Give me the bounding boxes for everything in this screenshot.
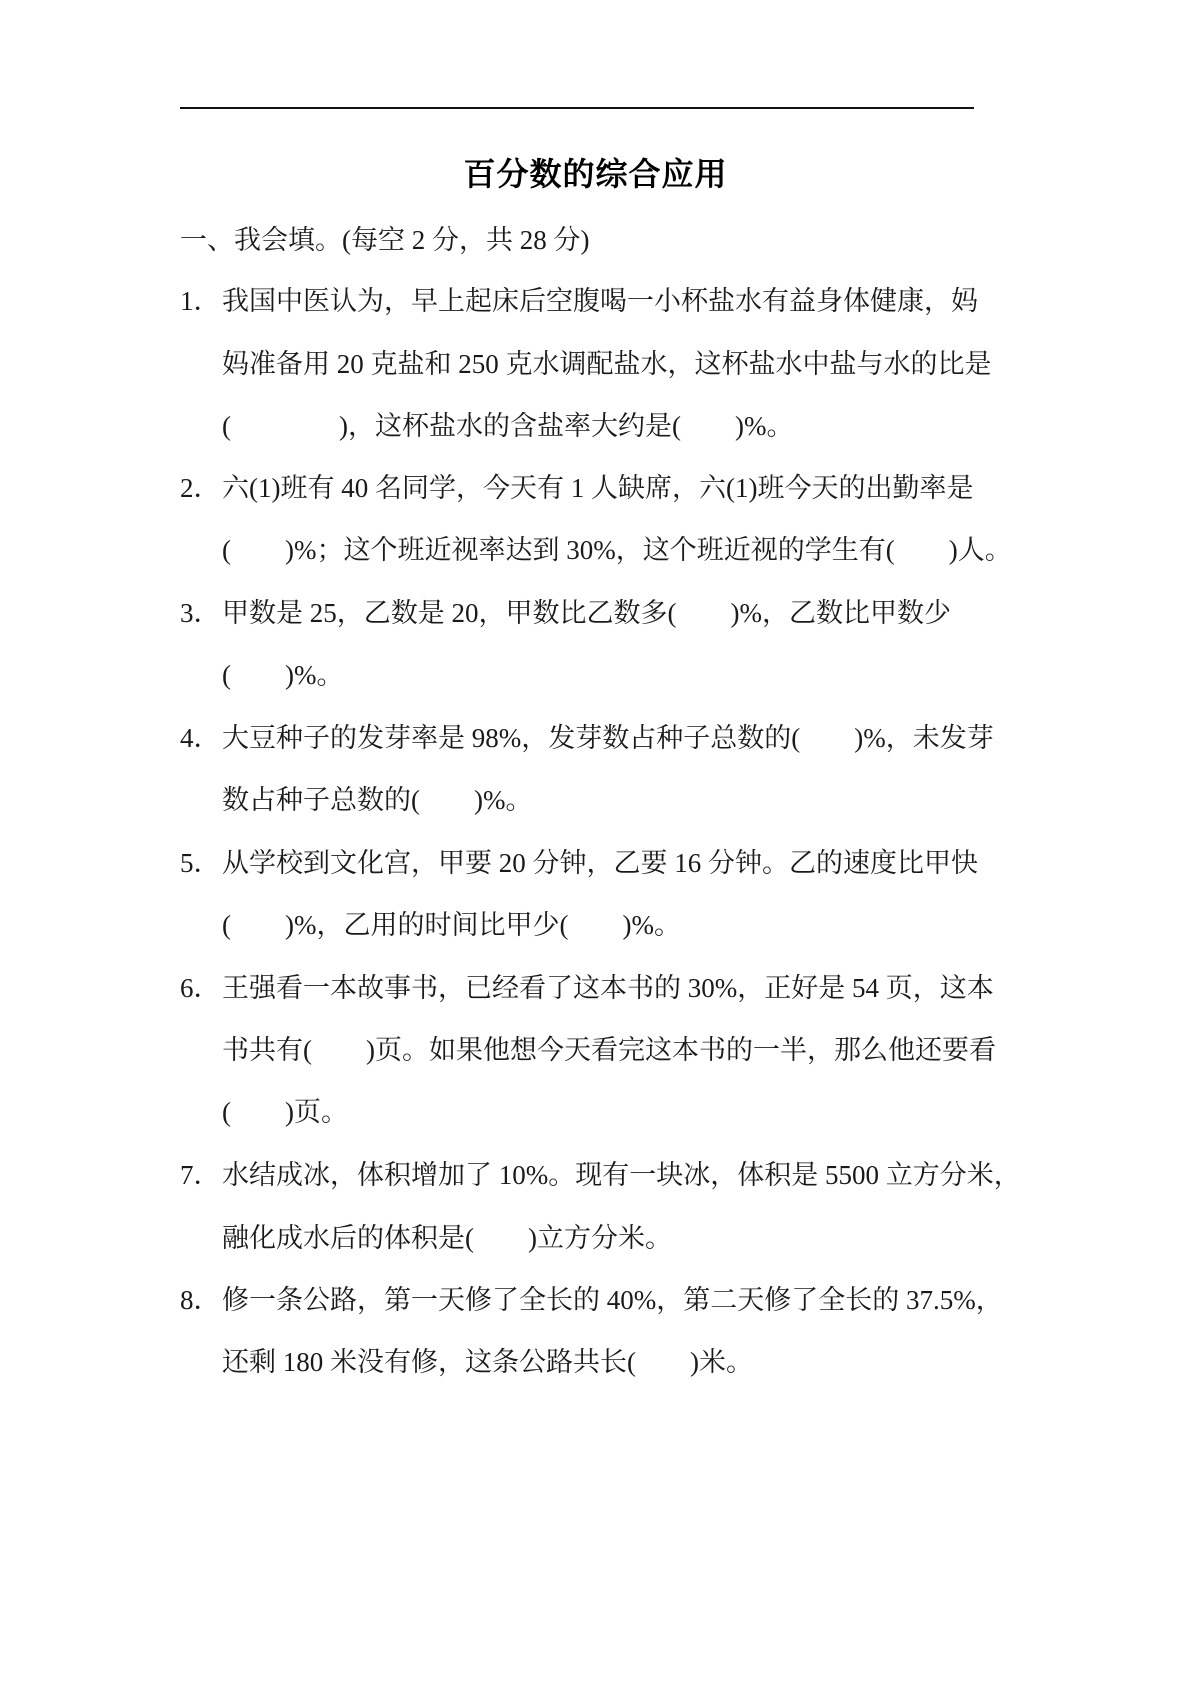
question-6-line-3: ( )页。 xyxy=(222,1097,348,1127)
question-text: 水结成冰，体积增加了 10%。现有一块冰，体积是 5500 立方分米， xyxy=(222,1160,1021,1190)
question-number: 7． xyxy=(180,1160,221,1190)
question-8 xyxy=(180,1282,1003,1318)
question-text: 甲数是 25，乙数是 20，甲数比乙数多( )%，乙数比甲数少 xyxy=(222,598,951,628)
question-5-line-2: ( )%，乙用的时间比甲少( )%。 xyxy=(222,910,681,940)
question-number: 1． xyxy=(180,286,221,316)
question-4 xyxy=(180,720,994,756)
question-3-line-2: ( )%。 xyxy=(222,660,344,690)
question-number: 8． xyxy=(180,1285,221,1315)
question-5 xyxy=(180,845,978,881)
question-text: 从学校到文化宫，甲要 20 分钟，乙要 16 分钟。乙的速度比甲快 xyxy=(222,848,978,878)
header-rule xyxy=(180,107,974,109)
question-number: 5． xyxy=(180,848,221,878)
page-title: 百分数的综合应用 xyxy=(463,155,728,193)
question-text: 我国中医认为，早上起床后空腹喝一小杯盐水有益身体健康，妈 xyxy=(222,286,978,316)
question-text: 修一条公路，第一天修了全长的 40%，第二天修了全长的 37.5%， xyxy=(222,1285,1003,1315)
question-1-line-2: 妈准备用 20 克盐和 250 克水调配盐水，这杯盐水中盐与水的比是 xyxy=(222,349,992,379)
question-6 xyxy=(180,970,994,1006)
question-number: 6． xyxy=(180,973,221,1003)
question-2-line-2: ( )%；这个班近视率达到 30%，这个班近视的学生有( )人。 xyxy=(222,535,1012,565)
question-text: 王强看一本故事书，已经看了这本书的 30%，正好是 54 页，这本 xyxy=(222,973,994,1003)
question-number: 4． xyxy=(180,723,221,753)
section-heading: 一、我会填。(每空 2 分，共 28 分) xyxy=(180,225,590,255)
question-1 xyxy=(180,283,978,319)
question-3 xyxy=(180,595,951,631)
question-4-line-2: 数占种子总数的( )%。 xyxy=(222,785,533,815)
question-2 xyxy=(180,470,973,506)
question-6-line-2: 书共有( )页。如果他想今天看完这本书的一半，那么他还要看 xyxy=(222,1035,996,1065)
question-number: 3． xyxy=(180,598,221,628)
question-7 xyxy=(180,1157,1021,1193)
question-number: 2． xyxy=(180,473,221,503)
question-text: 大豆种子的发芽率是 98%，发芽数占种子总数的( )%，未发芽 xyxy=(222,723,994,753)
question-7-line-2: 融化成水后的体积是( )立方分米。 xyxy=(222,1223,672,1253)
question-text: 六(1)班有 40 名同学，今天有 1 人缺席，六(1)班今天的出勤率是 xyxy=(222,473,974,503)
question-1-line-3: ( )，这杯盐水的含盐率大约是( )%。 xyxy=(222,411,794,441)
question-8-line-2: 还剩 180 米没有修，这条公路共长( )米。 xyxy=(222,1347,753,1377)
